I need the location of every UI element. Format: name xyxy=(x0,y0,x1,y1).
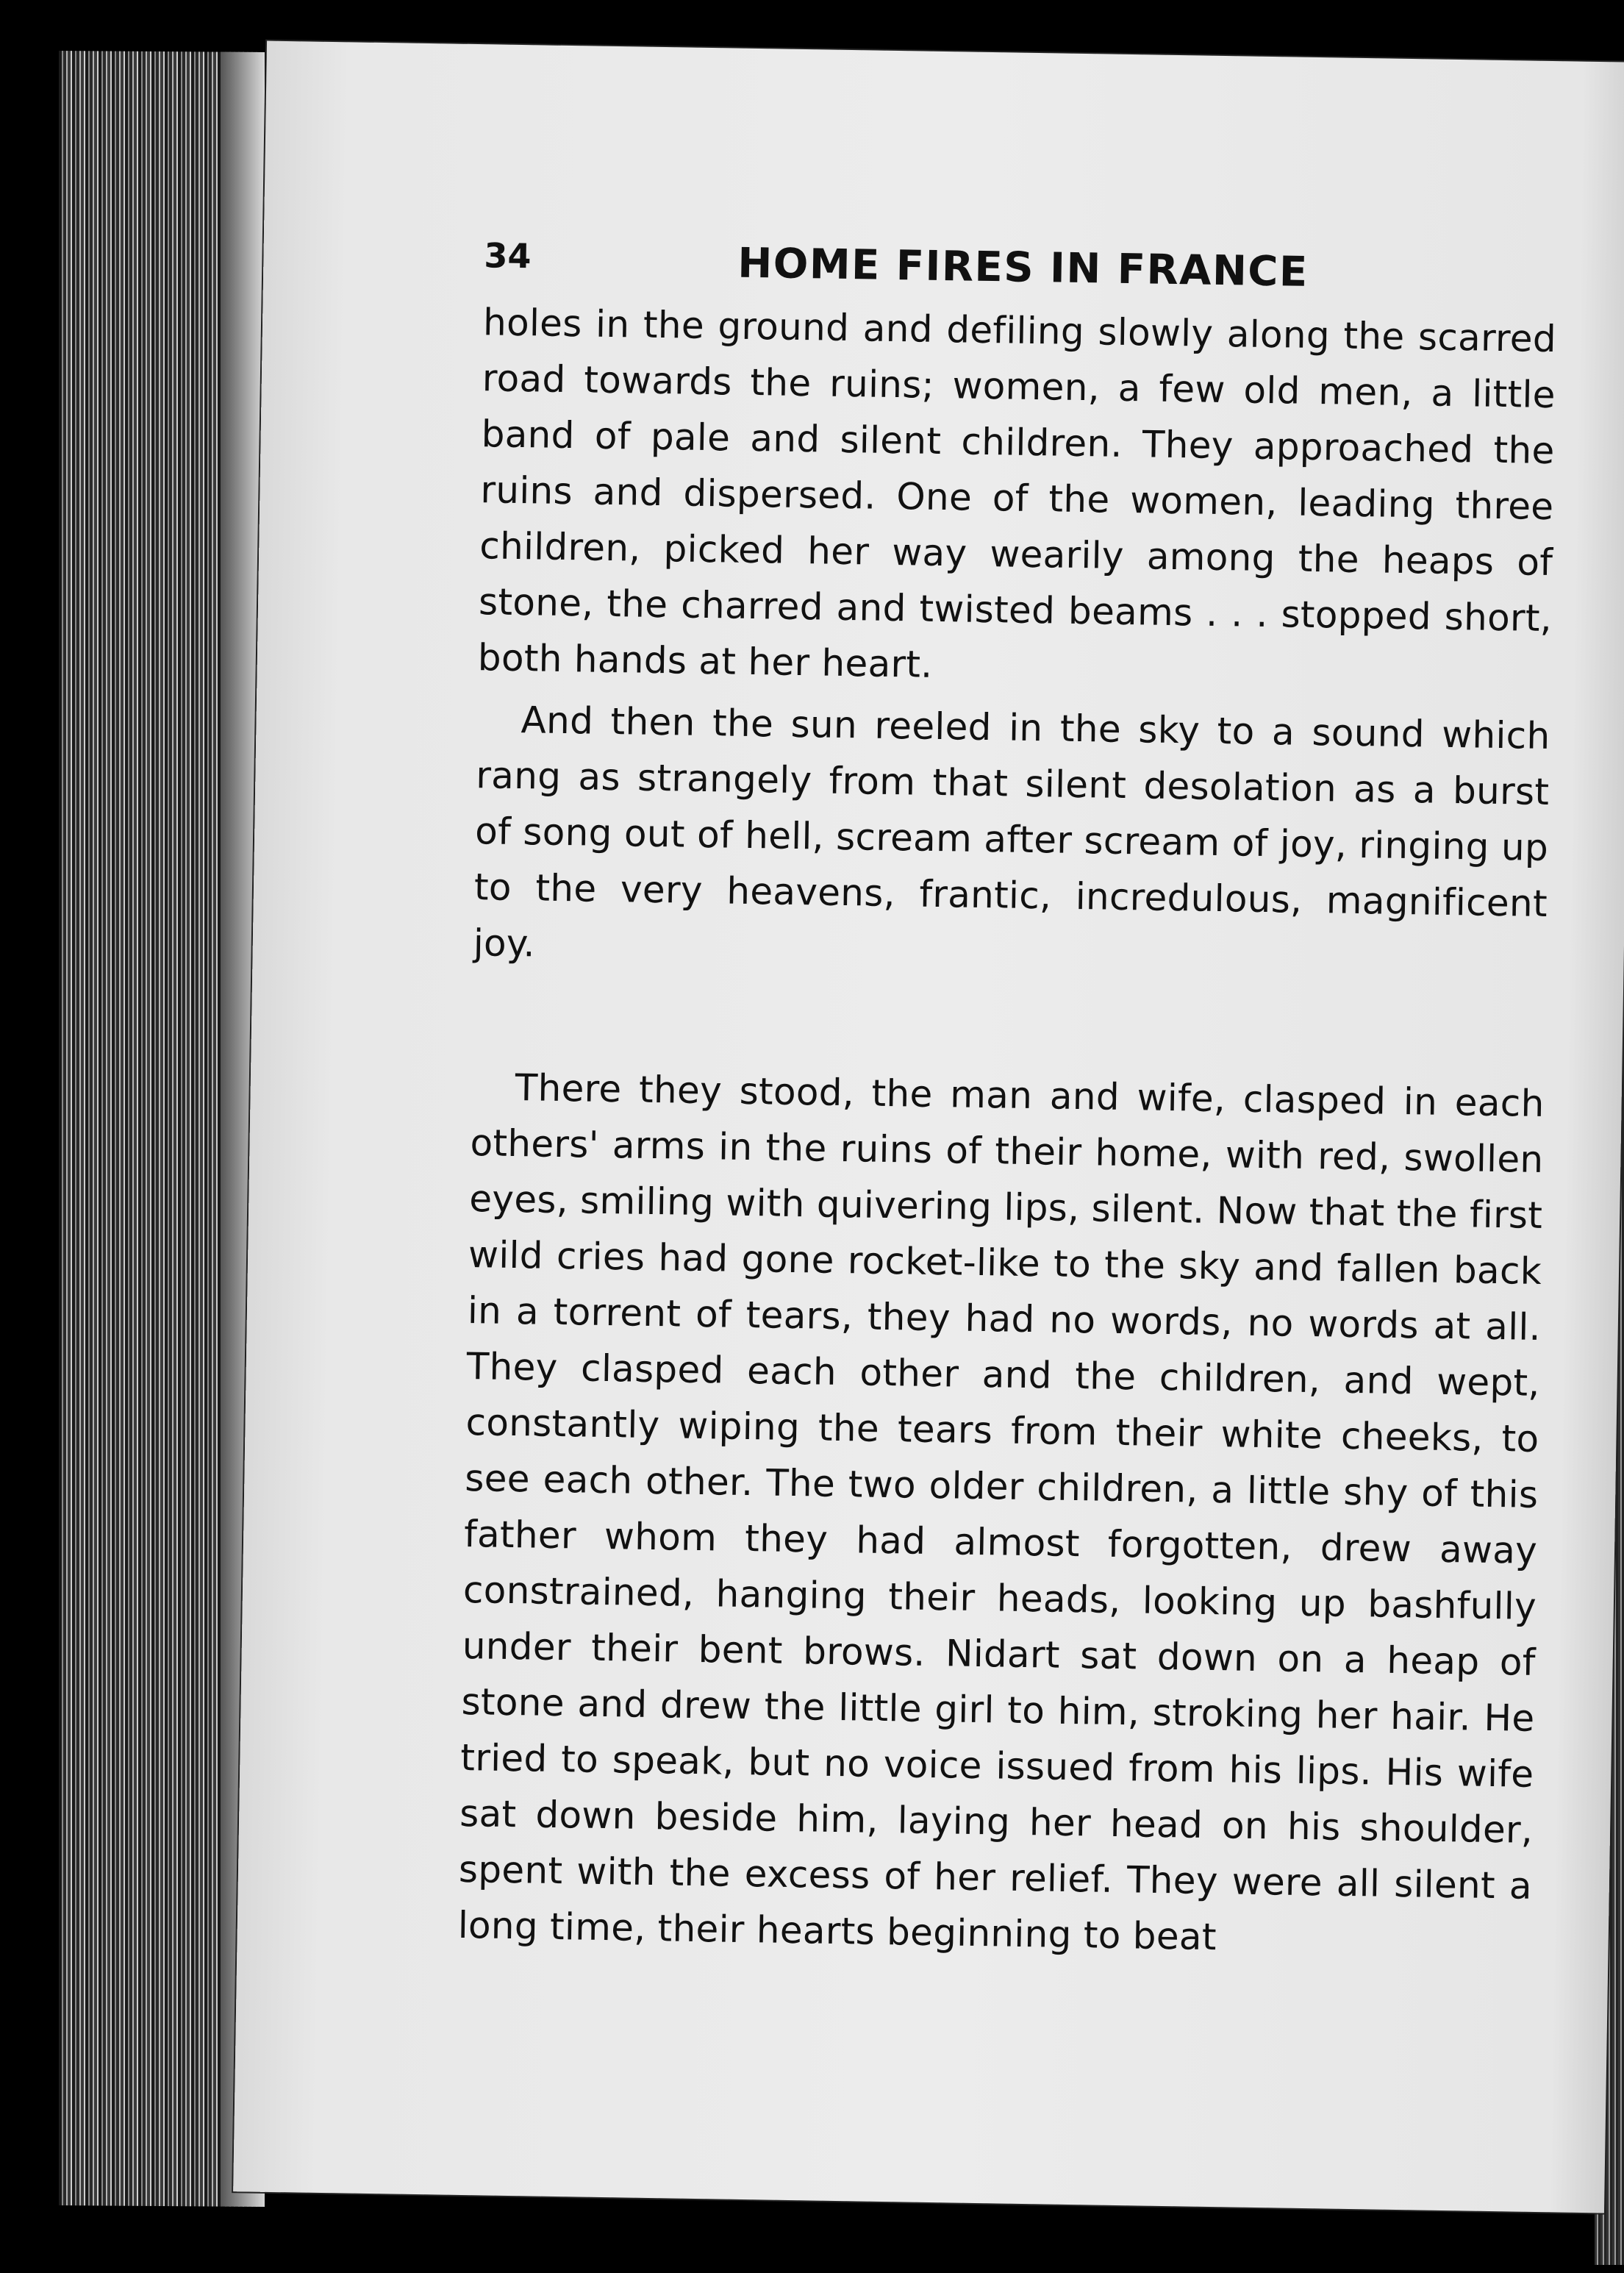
page-content xyxy=(457,191,1558,1970)
running-head xyxy=(484,191,1559,296)
running-title: HOME FIRES IN FRANCE xyxy=(737,239,1309,296)
book-page xyxy=(233,41,1624,2213)
paragraph: holes in the ground and defiling slowly along the scarred road towards the ruins; women, a few old men, a little band of pale and silent children. They approached the ruins and dispersed. One of the women, leading three children, picked her way wearily among the heaps of stone, the charred and twisted beams . . . stopped short, both hands at her heart. xyxy=(477,301,1557,686)
paragraph: There they stood, the man and wife, clasped in each others' arms in the ruins of their home, with red, swollen eyes, smiling with quivering lips, silent. Now that the first wild cries had gone rocket-like to the sky and fallen back in a torrent of tears, they had no words, no words at all. They clasped each other and the children, and wept, constantly wiping the tears from their white cheeks, to see each other. The two older children, a little shy of this father whom they had almost forgotten, drew away constrained, hanging their heads, looking up bashfully under their bent brows. Nidart sat down on a heap of stone and drew the little girl to him, stroking her hair. He tried to speak, but no voice issued from his lips. His wife sat down beside him, laying her head on his shoulder, spent with the excess of her relief. They were all silent a long time, their hearts beginning to beat xyxy=(457,1066,1545,1959)
paragraph: And then the sun reeled in the sky to a sound which rang as strangely from that silent desolation as a burst of song out of hell, scream after scream of joy, ringing up to the very heavens, frantic, incredulous, magnificent joy. xyxy=(473,699,1550,966)
book-page-edges xyxy=(59,51,265,2207)
page-number: 34 xyxy=(484,235,532,276)
